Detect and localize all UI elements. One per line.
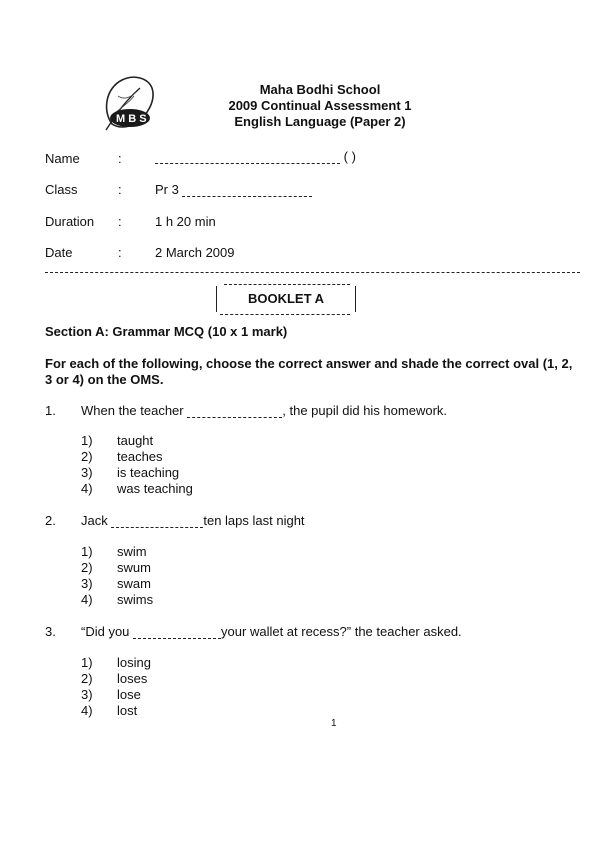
name-label: Name	[45, 151, 80, 166]
exam-header	[200, 82, 440, 130]
duration-value: 1 h 20 min	[155, 214, 216, 229]
options-1	[81, 433, 193, 497]
option[interactable]: 1) losing	[81, 655, 151, 670]
duration-colon: :	[118, 214, 122, 229]
date-label: Date	[45, 245, 73, 260]
date-value: 2 March 2009	[155, 245, 235, 260]
svg-text:M B S: M B S	[116, 113, 147, 125]
page-number: 1	[331, 718, 337, 729]
school-name: Maha Bodhi School	[259, 82, 381, 97]
option[interactable]: 1) swim	[81, 544, 147, 559]
option[interactable]: 2) swum	[81, 560, 151, 575]
class-colon: :	[118, 182, 122, 197]
option[interactable]: 4) was teaching	[81, 481, 193, 496]
section-title: Section A: Grammar MCQ (10 x 1 mark)	[45, 324, 288, 339]
school-crest-leaf-icon	[100, 74, 156, 132]
question-3: 3. “Did you your wallet at recess?” the teacher asked.	[45, 624, 462, 639]
option[interactable]: 3) lose	[81, 687, 141, 702]
option[interactable]: 3) swam	[81, 576, 151, 591]
booklet-label-box	[216, 286, 356, 312]
option[interactable]: 2) teaches	[81, 449, 163, 464]
options-3	[81, 655, 151, 719]
answer-blank	[133, 628, 221, 639]
date-colon: :	[118, 245, 122, 260]
duration-label: Duration	[45, 214, 95, 229]
answer-blank	[187, 407, 282, 418]
option[interactable]: 3) is teaching	[81, 465, 180, 480]
class-value: Pr 3	[155, 182, 179, 197]
question-1: 1. When the teacher , the pupil did his homework.	[45, 403, 448, 418]
header-divider	[45, 272, 580, 273]
name-field[interactable]	[155, 149, 356, 164]
register-number-brackets: ( )	[343, 149, 356, 164]
paper-title: English Language (Paper 2)	[234, 114, 406, 129]
option[interactable]: 4) lost	[81, 703, 138, 718]
question-number: 2.	[45, 513, 56, 528]
booklet-label: BOOKLET A	[247, 291, 325, 306]
answer-blank	[111, 517, 203, 528]
class-field[interactable]	[155, 182, 312, 197]
question-2: 2. Jack ten laps last night	[45, 513, 305, 528]
exam-title: 2009 Continual Assessment 1	[228, 98, 412, 113]
question-number: 3.	[45, 624, 56, 639]
option[interactable]: 1) taught	[81, 433, 154, 448]
class-label: Class	[45, 182, 78, 197]
name-colon: :	[118, 151, 122, 166]
option[interactable]: 4) swims	[81, 592, 154, 607]
option[interactable]: 2) loses	[81, 671, 148, 686]
question-number: 1.	[45, 403, 56, 418]
options-2	[81, 544, 153, 608]
instructions: For each of the following, choose the correct answer and shade the correct oval (1, 2, 3 or 4) on the OMS.	[45, 356, 573, 387]
